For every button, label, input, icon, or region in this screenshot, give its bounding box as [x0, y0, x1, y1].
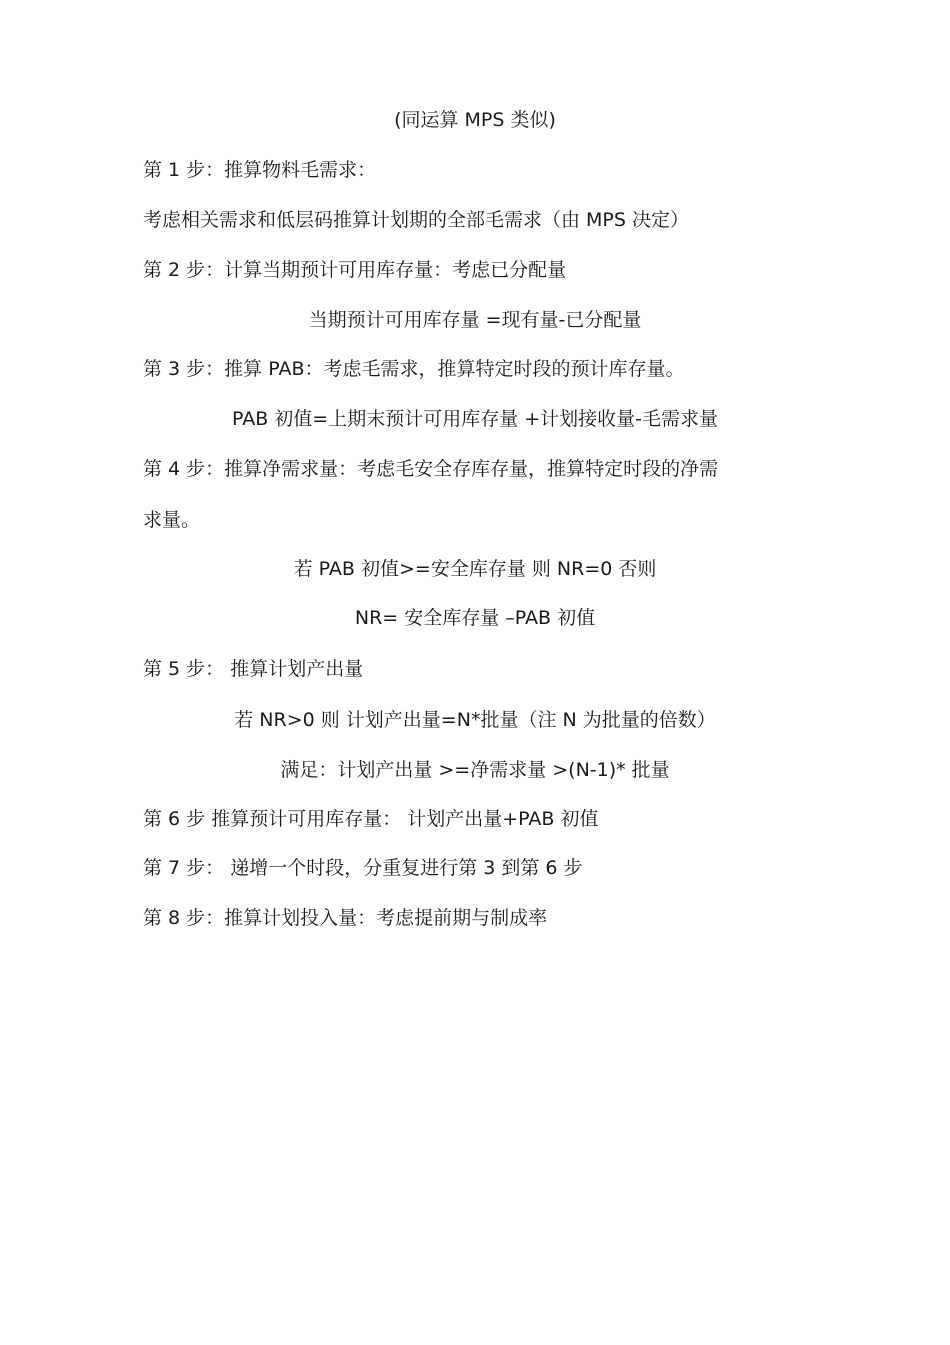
step-6-heading: 第 6 步 推算预计可用库存量： 计划产出量+PAB 初值	[143, 808, 599, 830]
step-5-constraint: 满足：计划产出量 >=净需求量 >(N-1)* 批量	[280, 759, 670, 781]
step-2-formula: 当期预计可用库存量 =现有量-已分配量	[308, 309, 642, 331]
step-3-formula: PAB 初值=上期末预计可用库存量 +计划接收量-毛需求量	[231, 408, 719, 430]
step-4-condition: 若 PAB 初值>=安全库存量 则 NR=0 否则	[293, 558, 657, 580]
subtitle-note: (同运算 MPS 类似)	[394, 109, 556, 131]
step-5-heading: 第 5 步： 推算计划产出量	[143, 658, 364, 680]
step-4-heading: 第 4 步：推算净需求量：考虑毛安全存库存量，推算特定时段的净需	[143, 458, 719, 480]
step-4-formula: NR= 安全库存量 –PAB 初值	[354, 607, 596, 629]
step-3-heading: 第 3 步：推算 PAB：考虑毛需求，推算特定时段的预计库存量。	[143, 358, 685, 380]
step-7-heading: 第 7 步： 递增一个时段，分重复进行第 3 到第 6 步	[143, 857, 583, 879]
step-2-heading: 第 2 步：计算当期预计可用库存量：考虑已分配量	[143, 259, 567, 281]
step-5-condition: 若 NR>0 则 计划产出量=N*批量（注 N 为批量的倍数）	[234, 709, 716, 731]
step-1-heading: 第 1 步：推算物料毛需求：	[143, 159, 377, 181]
step-1-detail: 考虑相关需求和低层码推算计划期的全部毛需求（由 MPS 决定）	[143, 209, 689, 231]
step-4-heading-continued: 求量。	[143, 509, 201, 531]
step-8-heading: 第 8 步：推算计划投入量：考虑提前期与制成率	[143, 907, 548, 929]
